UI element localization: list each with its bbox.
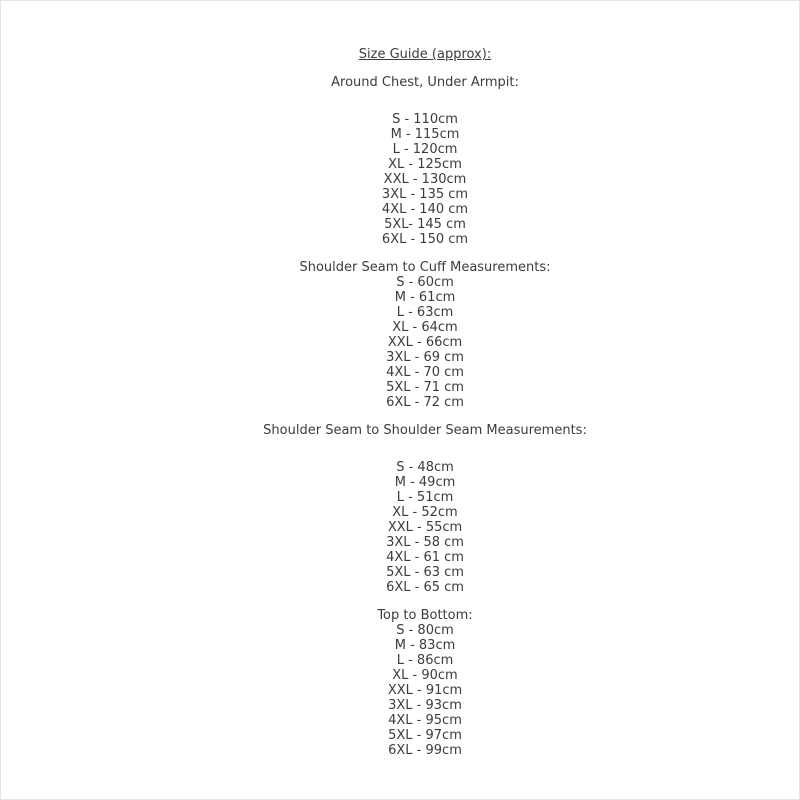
size-row: 5XL- 145 cm	[384, 217, 466, 232]
size-row: 4XL - 140 cm	[381, 202, 469, 217]
size-row: S - 60cm	[396, 275, 454, 290]
size-row: S - 80cm	[396, 623, 454, 638]
page-title	[49, 47, 800, 62]
size-row: M - 115cm	[390, 127, 460, 142]
size-row: M - 61cm	[394, 290, 456, 305]
size-row: XL - 125cm	[388, 157, 462, 172]
size-row: 3XL - 69 cm	[386, 350, 464, 365]
size-row: 3XL - 135 cm	[381, 187, 469, 202]
section-list-chest	[49, 112, 800, 247]
size-row: L - 63cm	[396, 305, 454, 320]
size-row: 6XL - 72 cm	[386, 395, 464, 410]
size-row: 3XL - 58 cm	[386, 535, 464, 550]
size-row: XXL - 130cm	[383, 172, 467, 187]
size-row: 5XL - 71 cm	[386, 380, 464, 395]
size-row: XL - 90cm	[392, 668, 458, 683]
section-cuff	[49, 260, 800, 410]
size-row: 5XL - 63 cm	[386, 565, 464, 580]
size-row: 6XL - 150 cm	[381, 232, 469, 247]
size-row: M - 83cm	[394, 638, 456, 653]
size-row: S - 48cm	[396, 460, 454, 475]
size-row: L - 86cm	[396, 653, 454, 668]
size-row: L - 51cm	[396, 490, 454, 505]
size-row: XXL - 91cm	[387, 683, 463, 698]
size-row: XL - 52cm	[392, 505, 458, 520]
size-row: 3XL - 93cm	[388, 698, 462, 713]
section-heading-cuff: Shoulder Seam to Cuff Measurements:	[299, 260, 551, 275]
size-row: 6XL - 99cm	[388, 743, 462, 758]
size-row: 4XL - 95cm	[388, 713, 462, 728]
size-row: 4XL - 61 cm	[386, 550, 464, 565]
size-row: XXL - 55cm	[387, 520, 463, 535]
size-row: 5XL - 97cm	[388, 728, 462, 743]
section-heading-chest: Around Chest, Under Armpit:	[331, 75, 519, 90]
size-row: 4XL - 70 cm	[386, 365, 464, 380]
size-row: M - 49cm	[394, 475, 456, 490]
size-row: 6XL - 65 cm	[386, 580, 464, 595]
size-guide-content	[49, 1, 800, 758]
section-heading-shoulder: Shoulder Seam to Shoulder Seam Measurements:	[263, 423, 587, 438]
section-list-shoulder	[49, 460, 800, 595]
section-top-to-bottom	[49, 608, 800, 758]
size-row: L - 120cm	[392, 142, 458, 157]
page-title-text: Size Guide (approx):	[358, 47, 492, 62]
size-row: XXL - 66cm	[387, 335, 463, 350]
size-row: S - 110cm	[392, 112, 458, 127]
section-heading-top-to-bottom: Top to Bottom:	[377, 608, 473, 623]
size-row: XL - 64cm	[392, 320, 458, 335]
